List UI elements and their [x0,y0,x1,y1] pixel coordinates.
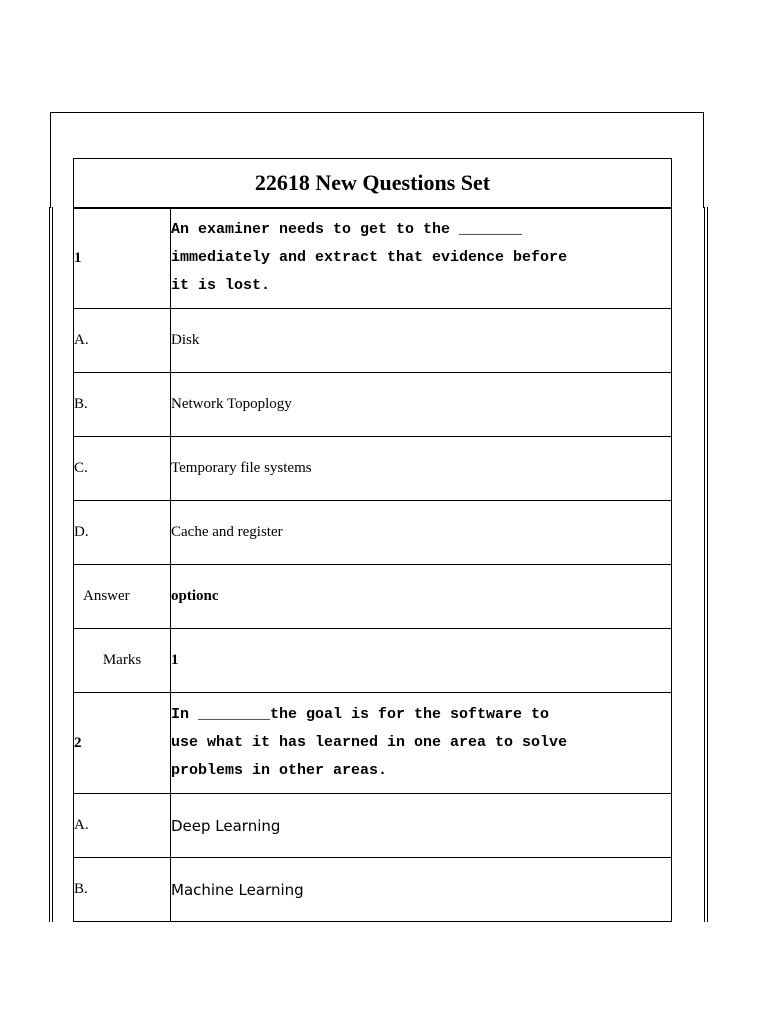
question-row [74,693,672,794]
frame-line [49,207,50,922]
option-row [74,794,672,858]
question-line: immediately and extract that evidence before [171,249,568,266]
question-text [171,693,672,794]
page-title: 22618 New Questions Set [73,158,672,209]
question-text [171,208,672,309]
marks-value: 1 [171,629,672,693]
question-line: An examiner needs to get to the _______ [171,221,523,238]
questions-table [73,207,672,922]
option-label: B. [74,373,171,437]
question-row [74,208,672,309]
option-label: D. [74,501,171,565]
question-line: use what it has learned in one area to solve [171,734,568,751]
answer-value: optionc [171,565,672,629]
option-label: C. [74,437,171,501]
marks-label: Marks [74,629,171,693]
option-text: Disk [171,309,672,373]
option-label: B. [74,858,171,922]
frame-line [707,207,708,922]
option-text: Network Topoplogy [171,373,672,437]
question-line: In ________the goal is for the software to [171,706,550,723]
option-text: Temporary file systems [171,437,672,501]
option-row [74,309,672,373]
question-number: 2 [74,693,171,794]
option-row [74,501,672,565]
frame-line [52,207,53,922]
frame-line [704,207,705,922]
option-row [74,373,672,437]
answer-row [74,565,672,629]
option-text: Deep Learning [171,794,672,858]
option-text: Cache and register [171,501,672,565]
option-label: A. [74,794,171,858]
question-line: problems in other areas. [171,762,388,779]
option-row [74,858,672,922]
question-line: it is lost. [171,277,271,294]
marks-row [74,629,672,693]
answer-label: Answer [74,565,171,629]
option-row [74,437,672,501]
option-text: Machine Learning [171,858,672,922]
question-number: 1 [74,208,171,309]
option-label: A. [74,309,171,373]
